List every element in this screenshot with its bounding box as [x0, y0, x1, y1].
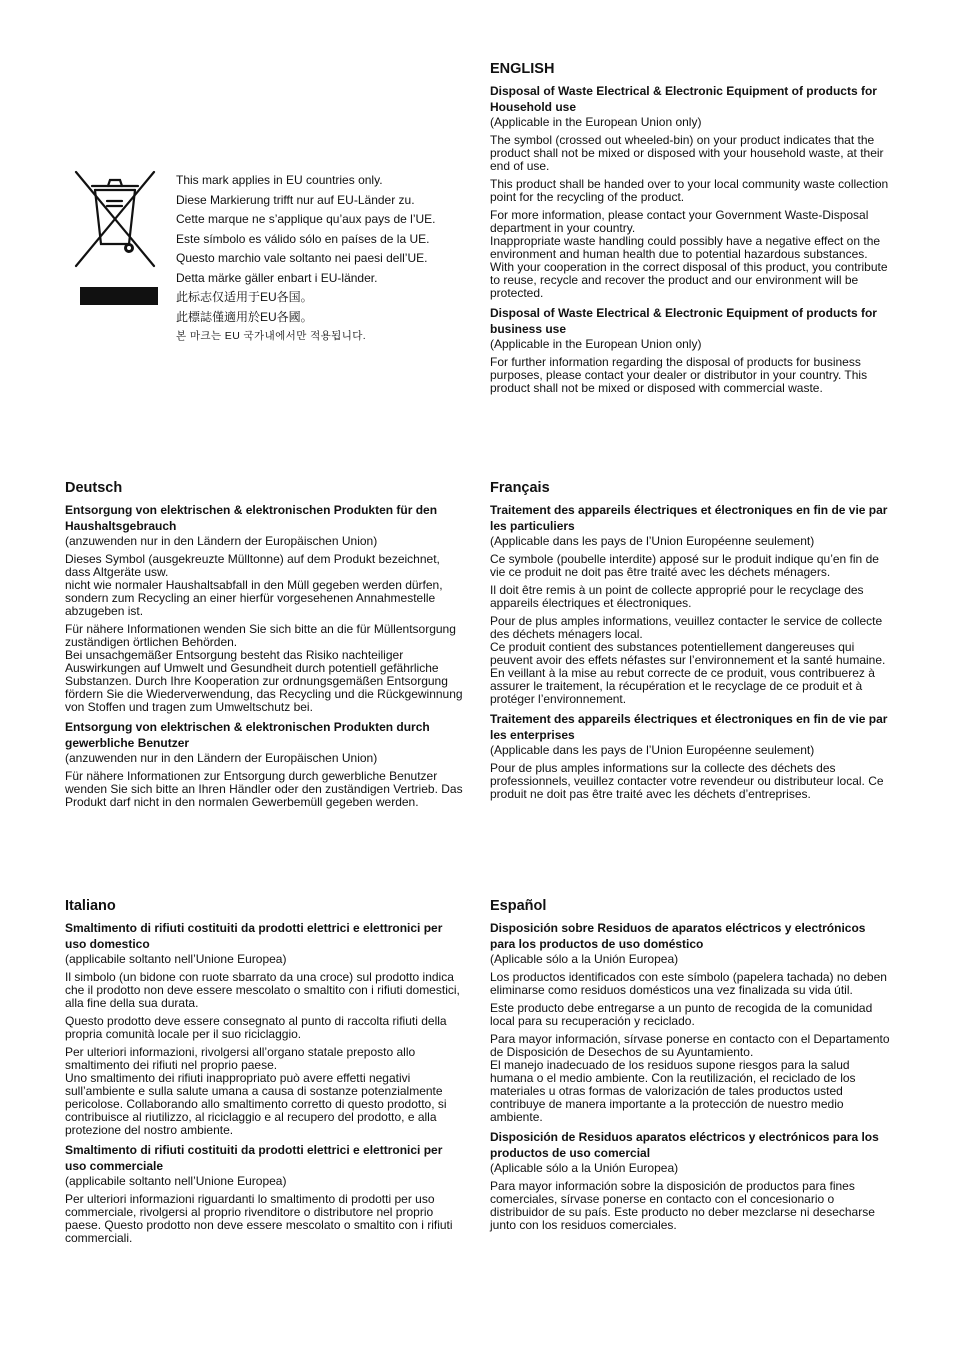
household-paragraph: Este producto debe entregarse a un punto de recogida de la comunidad local para su recuperación y reciclado. — [490, 1001, 873, 1028]
household-paragraph: Pour de plus amples informations, veuillez contacter le service de collecte des déchets ménagers local. — [490, 614, 883, 641]
household-applicable: (Applicable in the European Union only) — [490, 115, 702, 129]
black-bar — [80, 287, 158, 305]
business-paragraph: Para mayor información sobre la disposición de productos para fines comerciales, sírvase ponerse en contacto con el concesionario o distribuidor de su país. Este producto no deber mezclarse ni desecharse junto con los residuos comerciales. — [490, 1179, 875, 1232]
business-title: Smaltimento di rifiuti costituiti da prodotti elettrici e elettronici per uso commerciale — [65, 1143, 443, 1173]
section-english — [490, 61, 890, 400]
business-applicable: (anzuwenden nur in den Ländern der Europäischen Union) — [65, 751, 378, 765]
business-paragraph: For further information regarding the disposal of products for business purposes, please contact your dealer or distributor in your country. This product shall not be mixed or disposed with commercial waste. — [490, 355, 868, 395]
household-paragraph: Per ulteriori informazioni, rivolgersi all’organo statale preposto allo smaltimento dei rifiuti nel proprio paese. — [65, 1045, 416, 1072]
household-paragraph: Il simbolo (un bidone con ruote sbarrato da una croce) sul prodotto indica che il prodotto non deve essere mescolato o smaltito con i rifiuti domestici, alla fine della sua durata. — [65, 970, 460, 1010]
household-paragraph: This product shall be handed over to your local community waste collection point for the recycling of the product. — [490, 177, 889, 204]
household-paragraph: For more information, please contact your Government Waste-Disposal department in your country. — [490, 208, 869, 235]
business-title: Traitement des appareils électriques et électroniques en fin de vie par les enterprises — [490, 712, 888, 742]
section-italiano — [65, 898, 465, 1250]
household-paragraph: Dieses Symbol (ausgekreuzte Mülltonne) auf dem Produkt bezeichnet, dass Altgeräte usw. — [65, 552, 440, 579]
business-title: Entsorgung von elektrischen & elektronischen Produkten durch gewerbliche Benutzer — [65, 720, 430, 750]
eu-mark-line-de: Diese Markierung trifft nur auf EU-Länder zu. — [176, 192, 415, 207]
household-title: Disposición sobre Residuos de aparatos eléctricos y electrónicos para los productos de uso doméstico — [490, 921, 866, 951]
household-title: Entsorgung von elektrischen & elektronischen Produkten für den Haushaltsgebrauch — [65, 503, 438, 533]
section-heading: Deutsch — [65, 480, 123, 496]
crossed-out-wheeled-bin-icon — [74, 168, 164, 272]
business-paragraph: Pour de plus amples informations sur la collecte des déchets des professionnels, veuillez contacter votre revendeur ou distributeur local. Ce produit ne doit pas être traité avec les déchets d’entreprises. — [490, 761, 884, 801]
household-paragraph: Para mayor información, sírvase ponerse en contacto con el Departamento de Disposición de Desechos de su Ayuntamiento. — [490, 1032, 890, 1059]
section-deutsch — [65, 480, 465, 814]
household-paragraph: Questo prodotto deve essere consegnato al punto di raccolta rifiuti della propria comunità locale per il suo riciclaggio. — [65, 1014, 447, 1041]
household-paragraph: Uno smaltimento dei rifiuti inappropriato può avere effetti negativi sull’ambiente e sulla salute umana a causa di sostanze potenzialmente pericolose. Collaborando allo smaltimento corretto di questo prodotto, si contribuisce al riutilizzo, al riciclaggio e al recupero del prodotto, e alla protezione del nostro ambiente. — [65, 1071, 447, 1137]
household-paragraph: Ce symbole (poubelle interdite) apposé sur le produit indique qu’en fin de vie ce produit ne doit pas être traité avec les déchets ménagers. — [490, 552, 879, 579]
weee-logo — [74, 168, 164, 272]
household-title: Smaltimento di rifiuti costituiti da prodotti elettrici e elettronici per uso domestico — [65, 921, 443, 951]
household-paragraph: Il doit être remis à un point de collecte approprié pour le recyclage des appareils électriques et électroniques. — [490, 583, 864, 610]
business-paragraph: Für nähere Informationen zur Entsorgung durch gewerbliche Benutzer wenden Sie sich bitte an Ihren Händler oder den zuständigen Vertrieb. Das Produkt darf nicht in den normalen Gewerbemüll gegeben werden. — [65, 769, 463, 809]
business-title: Disposición de Residuos aparatos eléctricos y electrónicos para los productos de uso comercial — [490, 1130, 879, 1160]
business-applicable: (Aplicable sólo a la Unión Europea) — [490, 1161, 679, 1175]
household-paragraph: Für nähere Informationen wenden Sie sich bitte an die für Müllentsorgung zuständigen örtlichen Behörden. — [65, 622, 456, 649]
household-title: Disposal of Waste Electrical & Electronic Equipment of products for Household use — [490, 84, 877, 114]
eu-mark-statements — [176, 171, 476, 347]
household-applicable: (anzuwenden nur in den Ländern der Europäischen Union) — [65, 534, 378, 548]
section-espanol — [490, 898, 890, 1237]
eu-mark-line-zh-tw: 此標誌僅適用於EU各國。 — [176, 309, 313, 324]
household-paragraph: The symbol (crossed out wheeled-bin) on your product indicates that the product shall not be mixed or disposed with your household waste, at their end of use. — [490, 133, 884, 173]
business-paragraph: Per ulteriori informazioni riguardanti lo smaltimento di prodotti per uso commerciale, rivolgersi al proprio rivenditore o distributore nel proprio paese. Questo prodotto non deve essere mescolato o smaltito con i rifiuti commerciali. — [65, 1192, 453, 1245]
household-paragraph: Inappropriate waste handling could possibly have a negative effect on the environment and human health due to potential hazardous substances. With your cooperation in the correct disposal of this product, you contribute to reuse, recycle and recover the product and our environment will be protected. — [490, 234, 888, 300]
household-paragraph: nicht wie normaler Haushaltsabfall in den Müll gegeben werden dürfen, sondern zum Recycling an einer hierfür vorgesehenen Annahmestelle abzugeben ist. — [65, 578, 443, 618]
eu-mark-line-ko: 본 마크는 EU 국가내에서만 적용됩니다. — [176, 330, 367, 342]
eu-mark-line-it: Questo marchio vale soltanto nei paesi dell’UE. — [176, 251, 428, 265]
household-paragraph: Los productos identificados con este símbolo (papelera tachada) no deben eliminarse como residuos domésticos una vez finalizada su vida útil. — [490, 970, 887, 997]
household-applicable: (Aplicable sólo a la Unión Europea) — [490, 952, 679, 966]
section-heading: ENGLISH — [490, 61, 555, 77]
household-paragraph: Bei unsachgemäßer Entsorgung besteht das Risiko nachteiliger Auswirkungen auf Umwelt und Gesundheit durch potentiell gefährliche Substanzen. Durch Ihre Kooperation zur ordnungsgemäßen Entsorgung fördern Sie die Wiederverwendung, das Recycling und die Rückgewinnung von Stoffen und tragen zum Umweltschutz bei. — [65, 648, 463, 714]
household-applicable: (applicabile soltanto nell’Unione Europea) — [65, 952, 287, 966]
business-applicable: (applicabile soltanto nell’Unione Europea) — [65, 1174, 287, 1188]
section-heading: Français — [490, 480, 550, 496]
household-applicable: (Applicable dans les pays de l’Union Européenne seulement) — [490, 534, 815, 548]
business-title: Disposal of Waste Electrical & Electronic Equipment of products for business use — [490, 306, 877, 336]
eu-mark-line-es: Este símbolo es válido sólo en países de la UE. — [176, 231, 430, 246]
eu-mark-line-sv: Detta märke gäller enbart i EU-länder. — [176, 270, 378, 285]
eu-mark-line-zh-cn: 此标志仅适用于EU各国。 — [176, 290, 313, 304]
household-title: Traitement des appareils électriques et électroniques en fin de vie par les particuliers — [490, 503, 888, 533]
household-paragraph: El manejo inadecuado de los residuos supone riesgos para la salud humana o el medio ambiente. Con la reutilización, el reciclado de los materiales u otras formas de valorización de tales productos usted contribuye de manera importante a la protección de nuestro medio ambiente. — [490, 1058, 856, 1124]
business-applicable: (Applicable dans les pays de l’Union Européenne seulement) — [490, 743, 815, 757]
business-applicable: (Applicable in the European Union only) — [490, 337, 702, 351]
section-francais — [490, 480, 890, 806]
section-heading: Italiano — [65, 898, 116, 914]
household-paragraph: Ce produit contient des substances potentiellement dangereuses qui peuvent avoir des effets néfastes sur l’environnement et la santé humaine. En veillant à la mise au rebut correcte de ce produit, vous contribuerez à assurer le traitement, la récupération et le recyclage de ce produit et à protéger l’environnement. — [490, 640, 886, 706]
eu-mark-line-fr: Cette marque ne s’applique qu’aux pays de l’UE. — [176, 212, 436, 226]
section-heading: Español — [490, 898, 547, 914]
eu-mark-line-en: This mark applies in EU countries only. — [176, 173, 383, 187]
